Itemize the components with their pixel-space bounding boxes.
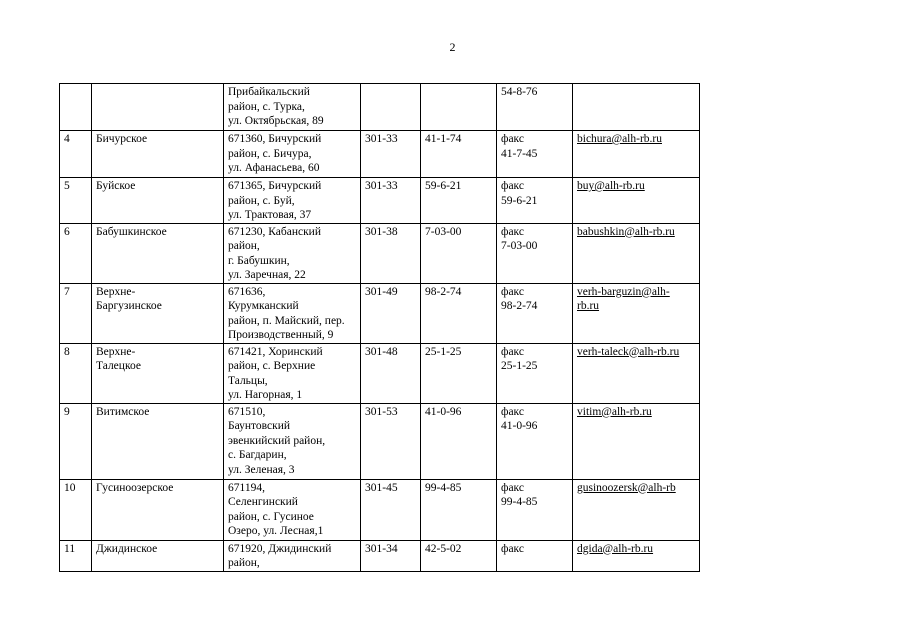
phone-cell: 7-03-00: [421, 223, 497, 283]
address-cell: [224, 540, 361, 571]
address-cell-line: район,: [228, 240, 260, 252]
table-row: [60, 283, 700, 343]
address-cell-line: ул. Зеленая, 3: [228, 463, 295, 476]
email-cell-line: dgida@alh-rb.ru: [577, 542, 654, 555]
address-cell-line: Прибайкальский: [228, 86, 310, 98]
phone-cell: [421, 84, 497, 131]
row-number-cell: 10: [60, 479, 92, 540]
address-cell-line: с. Багдарин,: [228, 449, 287, 461]
forestry-name-cell: [92, 84, 224, 131]
email-cell[interactable]: [573, 479, 700, 540]
address-cell-line: 671636,: [228, 285, 266, 298]
address-cell: [224, 84, 361, 131]
area-code-cell: 301-49: [361, 283, 421, 343]
address-cell: [224, 223, 361, 283]
forestry-name-cell-line: Витимское: [96, 405, 150, 418]
email-cell[interactable]: [573, 223, 700, 283]
address-cell-line: Тальцы,: [228, 374, 268, 387]
table-row: [60, 403, 700, 479]
forestry-name-cell-line: Бабушкинское: [96, 225, 167, 238]
forestry-name-cell: [92, 178, 224, 224]
address-cell-line: 671421, Хоринский: [228, 345, 323, 358]
email-cell-line: bichura@alh-rb.ru: [577, 133, 662, 145]
phone-cell: 41-0-96: [421, 403, 497, 479]
fax-cell: [497, 479, 573, 540]
email-cell[interactable]: [573, 84, 700, 131]
area-code-cell: [361, 84, 421, 131]
address-cell-line: район, с. Турка,: [228, 100, 305, 113]
table-row: [60, 540, 700, 571]
table-row: [60, 131, 700, 178]
row-number-cell: 9: [60, 403, 92, 479]
fax-cell-line: 41-7-45: [501, 147, 538, 160]
phone-cell: 42-5-02: [421, 540, 497, 571]
area-code-cell: 301-33: [361, 131, 421, 178]
row-number-cell: 6: [60, 223, 92, 283]
forestry-name-cell: [92, 343, 224, 403]
fax-cell-line: факс: [501, 180, 524, 192]
phone-cell: 98-2-74: [421, 283, 497, 343]
address-cell: [224, 178, 361, 224]
phone-cell: 25-1-25: [421, 343, 497, 403]
forestry-name-cell-line: Гусиноозерское: [96, 481, 174, 494]
address-cell-line: 671365, Бичурский: [228, 180, 322, 192]
email-cell-line: vitim@alh-rb.ru: [577, 405, 652, 418]
fax-cell-line: 99-4-85: [501, 496, 538, 508]
address-cell-line: Баунтовский: [228, 420, 291, 432]
forestry-name-cell: [92, 131, 224, 178]
forestry-name-cell-line: Буйское: [96, 180, 136, 192]
fax-cell-line: факс: [501, 133, 524, 145]
area-code-cell: 301-34: [361, 540, 421, 571]
address-cell-line: 671194,: [228, 481, 265, 494]
address-cell-line: район, с. Гусиное: [228, 510, 314, 523]
forestry-name-cell-line: Баргузинское: [96, 300, 162, 312]
address-cell-line: 671510,: [228, 405, 266, 418]
row-number-cell: 4: [60, 131, 92, 178]
table-row: [60, 178, 700, 224]
fax-cell-line: 98-2-74: [501, 300, 538, 312]
table-body: [60, 84, 700, 572]
fax-cell-line: факс: [501, 225, 524, 238]
fax-cell-line: 54-8-76: [501, 86, 538, 98]
address-cell-line: район,: [228, 557, 260, 569]
forestry-name-cell: [92, 479, 224, 540]
area-code-cell: 301-53: [361, 403, 421, 479]
address-cell-line: г. Бабушкин,: [228, 254, 290, 267]
address-cell-line: район, с. Верхние: [228, 360, 316, 372]
address-cell-line: ул. Октябрьская, 89: [228, 115, 324, 127]
fax-cell: [497, 178, 573, 224]
email-cell-line: verh-barguzin@alh-: [577, 285, 670, 298]
fax-cell-line: факс: [501, 481, 524, 494]
phone-cell: 41-1-74: [421, 131, 497, 178]
address-cell-line: район, с. Бичура,: [228, 147, 312, 160]
email-cell-line: gusinoozersk@alh-rb: [577, 481, 676, 494]
address-cell-line: Курумканский: [228, 300, 299, 312]
email-cell-line: babushkin@alh-rb.ru: [577, 225, 675, 238]
address-cell-line: эвенкийский район,: [228, 434, 326, 447]
address-cell-line: Производственный, 9: [228, 329, 334, 341]
address-cell-line: Озеро, ул. Лесная,1: [228, 525, 324, 537]
fax-cell-line: 7-03-00: [501, 240, 538, 252]
fax-cell: [497, 540, 573, 571]
table-row: [60, 479, 700, 540]
fax-cell-line: факс: [501, 345, 524, 358]
fax-cell: [497, 131, 573, 178]
table-row: [60, 223, 700, 283]
row-number-cell: [60, 84, 92, 131]
forestry-name-cell-line: Верхне-: [96, 285, 136, 298]
address-cell-line: 671360, Бичурский: [228, 133, 322, 145]
forestry-name-cell: [92, 283, 224, 343]
phone-cell: 99-4-85: [421, 479, 497, 540]
row-number-cell: 5: [60, 178, 92, 224]
address-cell-line: ул. Трактовая, 37: [228, 209, 312, 221]
address-cell-line: 671920, Джидинский: [228, 542, 332, 555]
forestry-name-cell-line: Талецкое: [96, 360, 141, 372]
address-cell: [224, 343, 361, 403]
email-cell[interactable]: [573, 343, 700, 403]
fax-cell: [497, 84, 573, 131]
forestry-name-cell-line: Джидинское: [96, 542, 158, 555]
fax-cell-line: факс: [501, 285, 524, 298]
fax-cell: [497, 403, 573, 479]
address-cell-line: ул. Заречная, 22: [228, 269, 306, 281]
forestry-name-cell: [92, 540, 224, 571]
email-cell[interactable]: [573, 178, 700, 224]
address-cell: [224, 403, 361, 479]
table-row: [60, 84, 700, 131]
area-code-cell: 301-45: [361, 479, 421, 540]
email-cell-line: buy@alh-rb.ru: [577, 180, 645, 192]
email-cell[interactable]: [573, 403, 700, 479]
area-code-cell: 301-48: [361, 343, 421, 403]
area-code-cell: 301-38: [361, 223, 421, 283]
forestry-name-cell: [92, 223, 224, 283]
address-cell: [224, 479, 361, 540]
forestry-name-cell-line: Бичурское: [96, 133, 148, 145]
address-cell: [224, 131, 361, 178]
address-cell-line: ул. Афанасьева, 60: [228, 162, 320, 174]
phone-cell: 59-6-21: [421, 178, 497, 224]
fax-cell-line: факс: [501, 542, 524, 555]
fax-cell-line: 59-6-21: [501, 194, 538, 207]
address-cell-line: Селенгинский: [228, 496, 298, 508]
address-cell-line: район, с. Буй,: [228, 194, 295, 207]
address-cell-line: 671230, Кабанский: [228, 225, 321, 238]
forestry-name-cell-line: Верхне-: [96, 345, 136, 358]
row-number-cell: 8: [60, 343, 92, 403]
forestry-contacts-table: [59, 83, 700, 572]
email-cell-line: rb.ru: [577, 300, 600, 312]
fax-cell: [497, 223, 573, 283]
email-cell[interactable]: [573, 283, 700, 343]
address-cell-line: ул. Нагорная, 1: [228, 389, 303, 401]
area-code-cell: 301-33: [361, 178, 421, 224]
email-cell-line: verh-taleck@alh-rb.ru: [577, 345, 680, 358]
fax-cell: [497, 343, 573, 403]
fax-cell-line: 41-0-96: [501, 420, 538, 432]
row-number-cell: 11: [60, 540, 92, 571]
fax-cell-line: 25-1-25: [501, 360, 538, 372]
forestry-name-cell: [92, 403, 224, 479]
fax-cell: [497, 283, 573, 343]
address-cell: [224, 283, 361, 343]
email-cell[interactable]: [573, 131, 700, 178]
email-cell[interactable]: [573, 540, 700, 571]
row-number-cell: 7: [60, 283, 92, 343]
table-row: [60, 343, 700, 403]
address-cell-line: район, п. Майский, пер.: [228, 314, 345, 327]
page-number: 2: [449, 40, 456, 54]
fax-cell-line: факс: [501, 405, 524, 418]
